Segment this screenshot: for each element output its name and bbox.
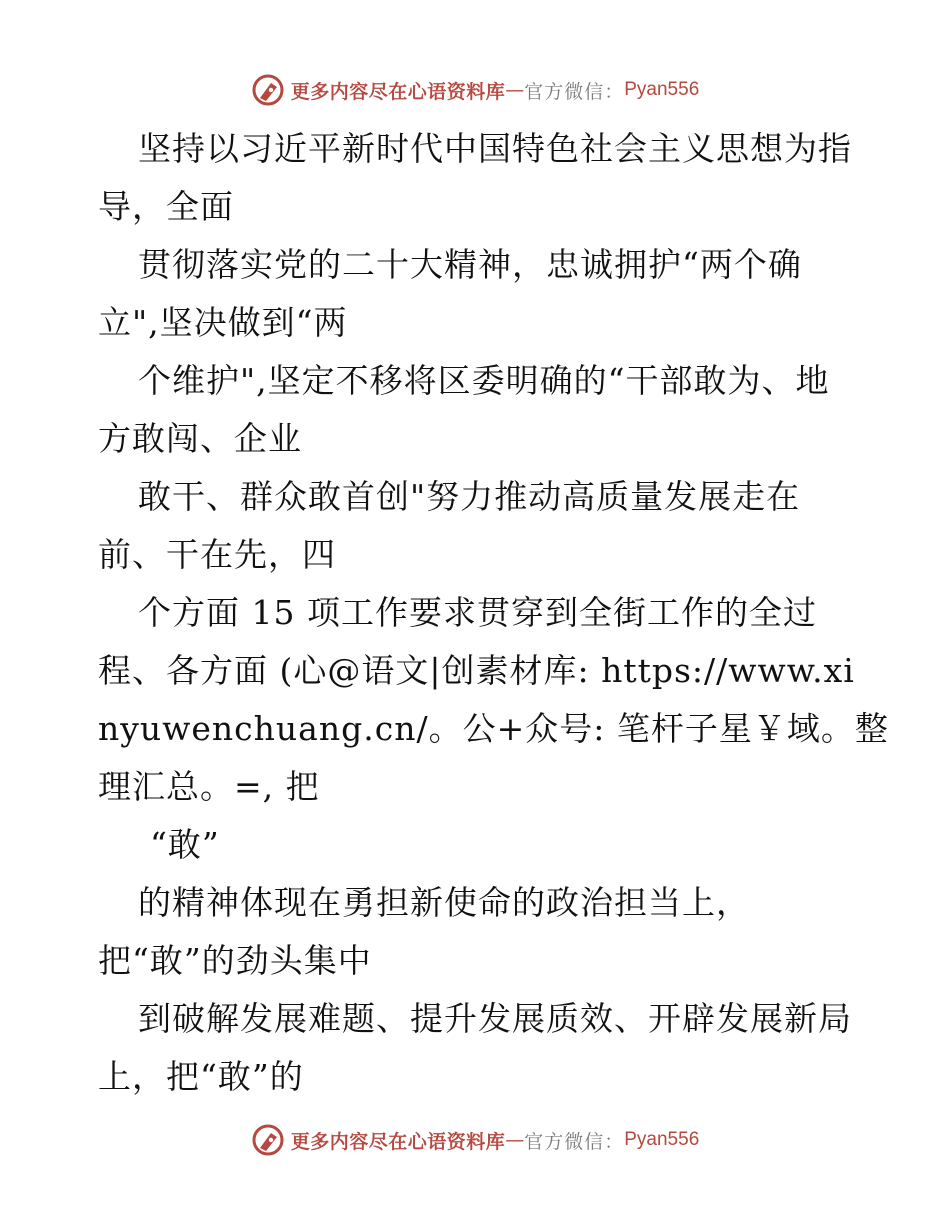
body-line: 敢干、群众敢首创"努力推动高质量发展走在 [138,477,801,516]
body-line: 立",坚决做到“两 [98,303,348,342]
header-separator: — [505,79,525,101]
body-line: 程、各方面 (心@语文|创素材库: https://www.xi [98,651,855,690]
body-line: 方敢闯、企业 [98,419,302,458]
document-body [98,120,889,1106]
header-wechat-label: 官方微信： [524,80,625,103]
body-line: 前、干在先，四 [98,535,336,574]
footer-banner [0,1120,950,1160]
body-line: nyuwenchuang.cn/。公+众号: 笔杆子星￥域。整 [98,709,889,748]
header-banner [0,70,950,110]
body-line: 个维护",坚定不移将区委明确的“干部敢为、地 [138,361,830,400]
body-line: 的精神体现在勇担新使命的政治担当上， [138,883,750,922]
body-line: 理汇总。=, 把 [98,767,320,806]
pen-nib-logo-icon [251,1123,285,1157]
body-line: 导，全面 [98,187,234,226]
body-line: 贯彻落实党的二十大精神，忠诚拥护“两个确 [138,245,802,284]
footer-wechat-id: Pyan556 [624,1129,700,1150]
body-line: 到破解发展难题、提升发展质效、开辟发展新局 [138,999,852,1038]
header-site-text: 更多内容尽在心语资料库 [290,80,506,103]
footer-separator: — [505,1129,525,1151]
footer-site-text: 更多内容尽在心语资料库 [290,1130,506,1153]
body-line: “敢” [150,825,220,864]
footer-wechat-label: 官方微信： [524,1130,625,1153]
body-line: 把“敢”的劲头集中 [98,941,372,980]
body-line: 个方面 15 项工作要求贯穿到全街工作的全过 [138,593,817,632]
header-wechat-id: Pyan556 [624,79,700,100]
body-line: 上，把“敢”的 [98,1057,304,1096]
body-line: 坚持以习近平新时代中国特色社会主义思想为指 [138,129,852,168]
pen-nib-logo-icon [251,73,285,107]
